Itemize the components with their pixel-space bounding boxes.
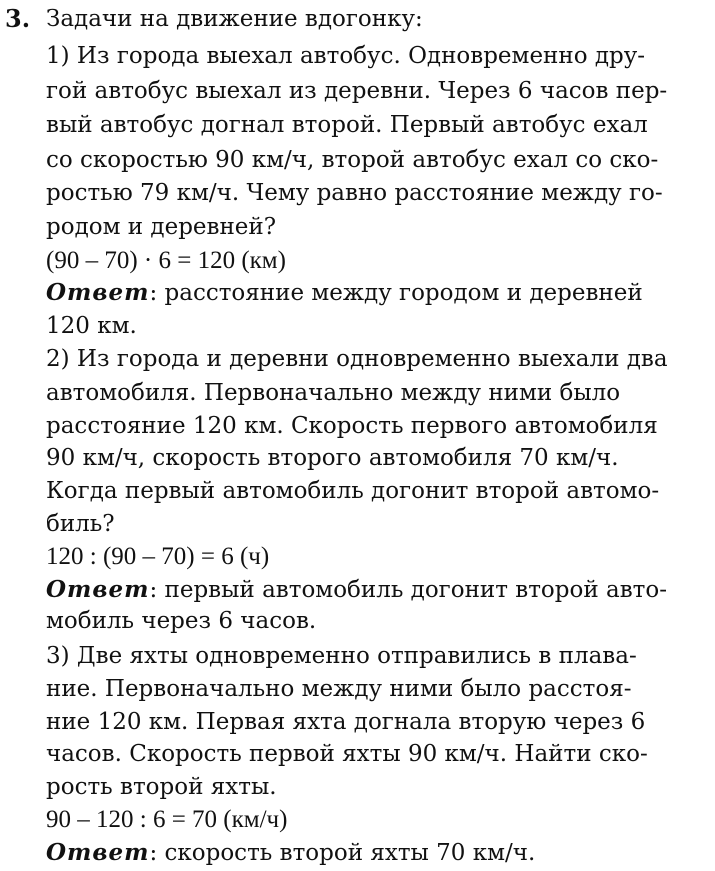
problem-1-line-4: со скоростью 90 км/ч, второй автобус ехал со ско- <box>46 147 659 173</box>
problem-1-answer-line-2: 120 км. <box>46 313 137 339</box>
answer-text: : скорость второй яхты 70 км/ч. <box>149 840 536 866</box>
problem-3-line-2: ние. Первоначально между ними было расстоя- <box>46 676 632 702</box>
problem-1-line-6: родом и деревней? <box>46 214 277 240</box>
problem-2-answer-line-2: мобиль через 6 часов. <box>46 608 317 634</box>
problem-1-line-2: гой автобус выехал из деревни. Через 6 часов пер- <box>46 78 668 104</box>
problem-2-formula: 120 : (90 – 70) = 6 (ч) <box>46 543 270 570</box>
problem-2-line-2: автомобиля. Первоначально между ними было <box>46 380 621 406</box>
problem-1-answer-line-1 <box>46 278 643 308</box>
problem-3-line-1: 3) Две яхты одновременно отправились в плава- <box>46 643 637 669</box>
answer-text: : первый автомобиль догонит второй авто- <box>149 577 667 603</box>
task-number: 3. <box>5 4 31 33</box>
problem-1-line-1: 1) Из города выехал автобус. Одновременно дру- <box>46 43 646 69</box>
answer-text: : расстояние между городом и деревней <box>149 280 643 306</box>
problem-2-line-6: биль? <box>46 511 115 537</box>
problem-3-formula: 90 – 120 : 6 = 70 (км/ч) <box>46 806 288 833</box>
problem-2-line-5: Когда первый автомобиль догонит второй автомо- <box>46 478 660 504</box>
problem-2-line-4: 90 км/ч, скорость второго автомобиля 70 км/ч. <box>46 445 619 471</box>
problem-3-answer-line-1 <box>46 838 535 868</box>
problem-1-line-5: ростью 79 км/ч. Чему равно расстояние между го- <box>46 180 663 206</box>
problem-3-line-5: рость второй яхты. <box>46 774 277 800</box>
problem-2-answer-line-1 <box>46 575 667 605</box>
problem-1-line-3: вый автобус догнал второй. Первый автобус ехал <box>46 112 648 138</box>
answer-label: Ответ <box>46 279 150 306</box>
problem-3-line-3: ние 120 км. Первая яхта догнала вторую через 6 <box>46 709 646 735</box>
problem-1-formula: (90 – 70) · 6 = 120 (км) <box>46 247 286 274</box>
problem-2-line-1: 2) Из города и деревни одновременно выехали два <box>46 346 668 372</box>
answer-label: Ответ <box>46 576 150 603</box>
problem-2-line-3: расстояние 120 км. Скорость первого автомобиля <box>46 413 658 439</box>
problem-3-line-4: часов. Скорость первой яхты 90 км/ч. Найти ско- <box>46 741 648 767</box>
task-title: Задачи на движение вдогонку: <box>46 6 423 32</box>
answer-label: Ответ <box>46 839 150 866</box>
